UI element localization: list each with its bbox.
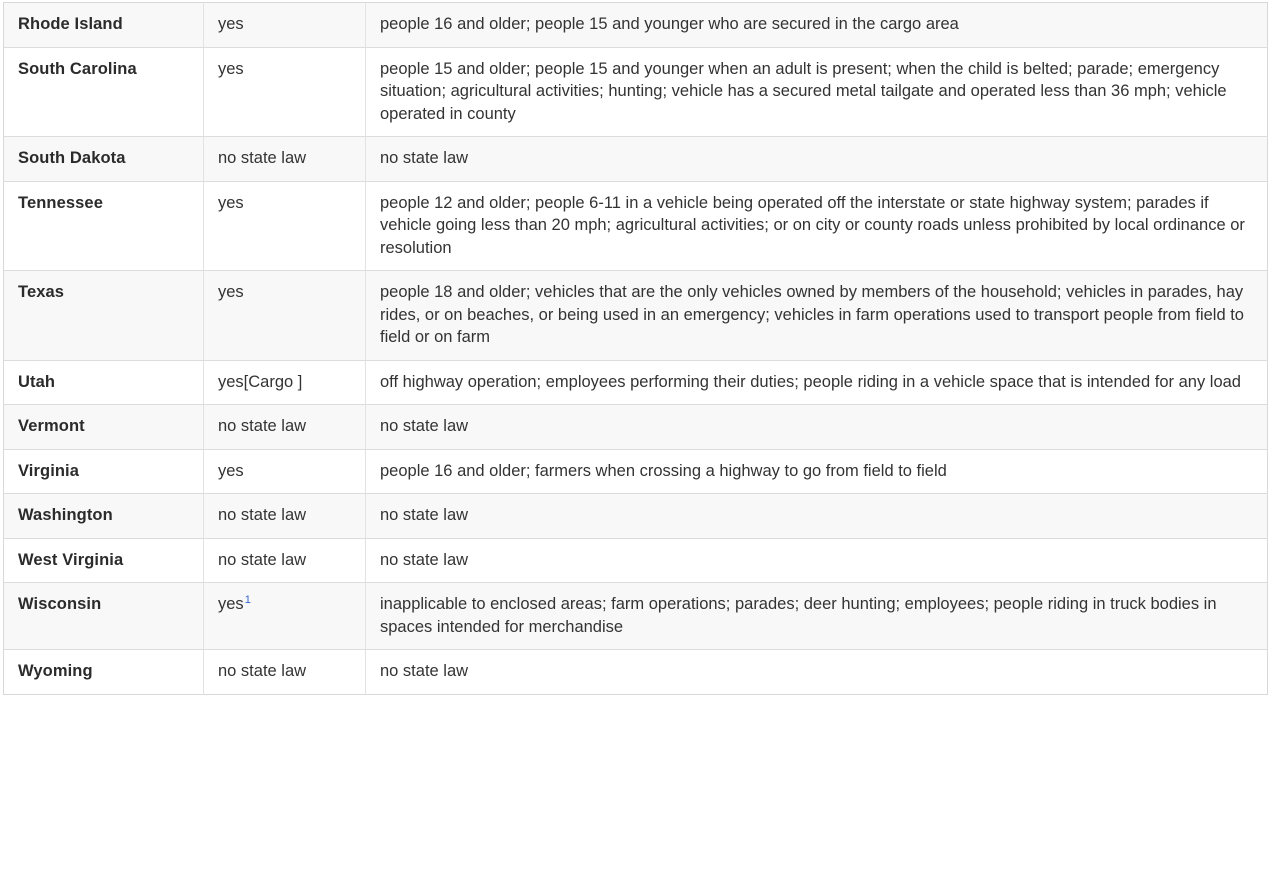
table-row — [4, 449, 1268, 494]
exceptions-cell: people 18 and older; vehicles that are the only vehicles owned by members of the household; vehicles in parades, hay rides, or on beaches, or being used in an emergency; vehicles in farm operations used to transport people from field to field or on farm — [366, 271, 1268, 361]
allowed-cell — [204, 47, 366, 137]
allowed-cell — [204, 650, 366, 695]
allowed-value: yes — [218, 283, 244, 301]
table-body — [4, 3, 1268, 695]
allowed-value: yes — [218, 193, 244, 212]
exceptions-cell: no state law — [366, 494, 1268, 539]
allowed-value: no state law — [218, 550, 307, 569]
allowed-value: yes — [218, 595, 244, 613]
exceptions-cell: no state law — [366, 650, 1268, 695]
allowed-value: no state law — [218, 417, 307, 435]
allowed-cell — [204, 271, 366, 361]
table-row — [4, 538, 1268, 583]
state-name-cell: West Virginia — [4, 538, 204, 583]
table-row — [4, 583, 1268, 650]
allowed-value: no state law — [218, 149, 307, 167]
state-name-cell: Tennessee — [4, 181, 204, 271]
state-name-cell: Wisconsin — [4, 583, 204, 650]
exceptions-cell: no state law — [366, 405, 1268, 450]
state-pickup-law-table — [3, 2, 1268, 695]
table-row — [4, 405, 1268, 450]
allowed-cell — [204, 405, 366, 450]
state-name-cell: Washington — [4, 494, 204, 539]
exceptions-cell: no state law — [366, 538, 1268, 583]
state-name-cell: South Dakota — [4, 137, 204, 182]
table-row — [4, 181, 1268, 271]
allowed-cell — [204, 538, 366, 583]
exceptions-cell: people 12 and older; people 6-11 in a vehicle being operated off the interstate or state highway system; parades if vehicle going less than 20 mph; agricultural activities; or on city or county roads unless prohibited by local ordinance or resolution — [366, 181, 1268, 271]
exceptions-cell: no state law — [366, 137, 1268, 182]
allowed-value: yes[Cargo ] — [218, 372, 303, 391]
exceptions-cell: people 15 and older; people 15 and younger when an adult is present; when the child is belted; parade; emergency situation; agricultural activities; hunting; vehicle has a secured metal tailgate and operated less than 36 mph; vehicle operated in county — [366, 47, 1268, 137]
state-name-cell: South Carolina — [4, 47, 204, 137]
state-name-cell: Utah — [4, 360, 204, 405]
exceptions-cell: off highway operation; employees performing their duties; people riding in a vehicle space that is intended for any load — [366, 360, 1268, 405]
state-name-cell: Vermont — [4, 405, 204, 450]
allowed-cell — [204, 449, 366, 494]
exceptions-cell: people 16 and older; people 15 and younger who are secured in the cargo area — [366, 3, 1268, 48]
state-name-cell: Texas — [4, 271, 204, 361]
table-row — [4, 650, 1268, 695]
allowed-cell — [204, 360, 366, 405]
state-name-cell: Virginia — [4, 449, 204, 494]
allowed-value: yes — [218, 15, 244, 33]
table-row — [4, 271, 1268, 361]
table-row — [4, 47, 1268, 137]
exceptions-cell: inapplicable to enclosed areas; farm operations; parades; deer hunting; employees; people riding in truck bodies in spaces intended for merchandise — [366, 583, 1268, 650]
table-row — [4, 494, 1268, 539]
exceptions-cell: people 16 and older; farmers when crossing a highway to go from field to field — [366, 449, 1268, 494]
allowed-value: yes — [218, 59, 244, 78]
allowed-value: no state law — [218, 506, 307, 524]
allowed-cell — [204, 494, 366, 539]
table-row — [4, 137, 1268, 182]
footnote-reference-link[interactable]: 1 — [244, 593, 251, 606]
allowed-cell — [204, 181, 366, 271]
allowed-cell — [204, 137, 366, 182]
table-row — [4, 3, 1268, 48]
allowed-cell — [204, 583, 366, 650]
table-row — [4, 360, 1268, 405]
state-name-cell: Rhode Island — [4, 3, 204, 48]
allowed-cell — [204, 3, 366, 48]
allowed-value: no state law — [218, 662, 307, 680]
allowed-value: yes — [218, 461, 244, 480]
state-name-cell: Wyoming — [4, 650, 204, 695]
